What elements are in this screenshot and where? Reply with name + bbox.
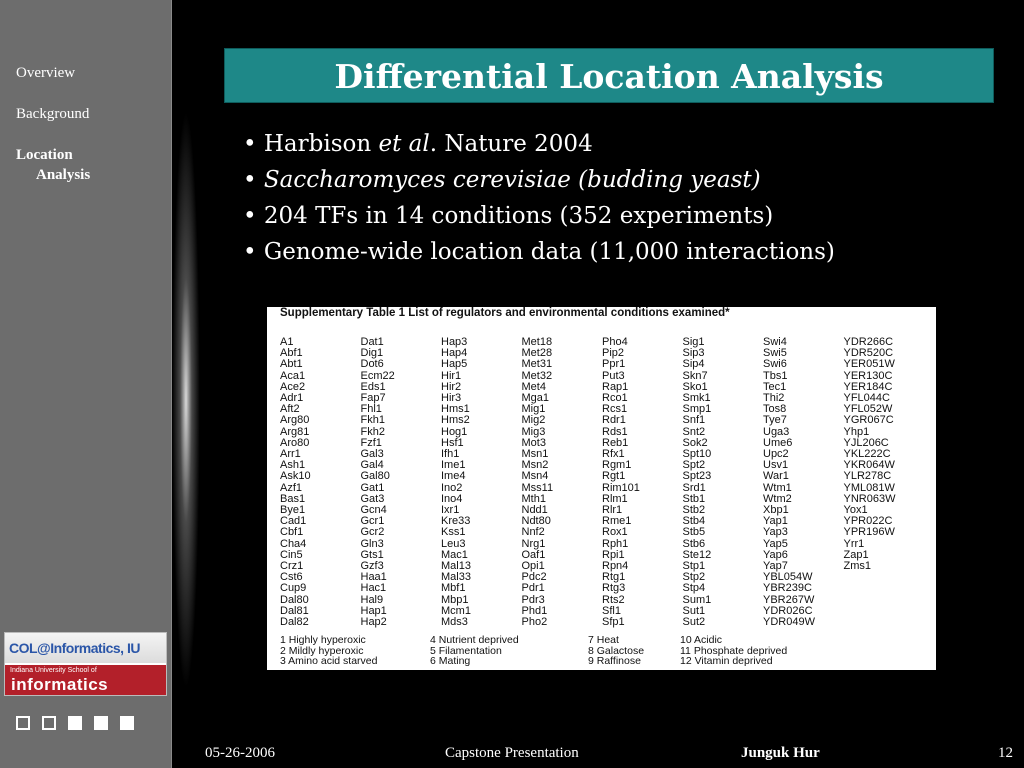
- table-cell: Sip3: [682, 347, 705, 360]
- table-cell: Yox1: [843, 504, 868, 517]
- table-cell: Sfl1: [602, 604, 621, 617]
- table-cell: Stb1: [682, 492, 706, 505]
- table-cell: Arg81: [280, 425, 310, 438]
- table-cell: Gat3: [360, 492, 385, 505]
- table-cell: Cst6: [280, 571, 303, 584]
- table-cell: Cup9: [280, 582, 307, 595]
- logo-top-text: COL@Informatics, IU: [5, 633, 166, 663]
- table-column: [844, 337, 928, 572]
- table-cell: Ace2: [280, 380, 306, 393]
- table-cell: Swi6: [763, 358, 787, 371]
- table-cell: Arg80: [280, 414, 310, 427]
- slide-title: [224, 48, 994, 103]
- footnote: 11 Phosphate deprived: [680, 644, 788, 657]
- table-cell: Rts2: [602, 593, 625, 606]
- footnote: 10 Acidic: [680, 634, 723, 646]
- table-column: [683, 337, 767, 628]
- table-cell: Rap1: [602, 380, 629, 393]
- sidebar: [0, 0, 172, 768]
- table-cell: Hap2: [360, 616, 387, 629]
- table-cell: Yap1: [763, 515, 788, 528]
- bullet-list: [243, 126, 835, 270]
- table-cell: Sip4: [682, 358, 705, 371]
- table-cell: Rlr1: [602, 504, 623, 517]
- table-cell: Mal13: [441, 560, 471, 573]
- table-cell: Oaf1: [521, 548, 546, 561]
- table-cell: Hap1: [360, 604, 387, 617]
- table-cell: Gal4: [360, 459, 384, 472]
- table-cell: Mal33: [441, 571, 471, 584]
- table-cell: Kre33: [441, 515, 471, 528]
- table-cell: Aro80: [280, 436, 310, 449]
- table-cell: Stb2: [682, 504, 706, 517]
- table-cell: Wtm1: [763, 481, 792, 494]
- table-cell: YGR067C: [843, 414, 894, 427]
- table-cell: YFL052W: [843, 403, 893, 416]
- sidebar-item-label: Background: [16, 106, 90, 122]
- table-cell: Leu3: [441, 537, 466, 550]
- table-cell: Bye1: [280, 504, 306, 517]
- table-cell: Sfp1: [602, 616, 625, 629]
- table-cell: Wtm2: [763, 492, 792, 505]
- table-column: [361, 337, 445, 628]
- table-cell: Dat1: [360, 336, 384, 348]
- table-cell: YER051W: [843, 358, 895, 371]
- sidebar-item-overview[interactable]: [16, 63, 75, 83]
- table-cell: Rfx1: [602, 448, 625, 461]
- table-cell: Gal3: [360, 448, 384, 461]
- table-cell: Spt2: [682, 459, 706, 472]
- table-cell: Gal80: [360, 470, 390, 483]
- footnote-column: [280, 635, 377, 667]
- table-cell: Abf1: [280, 347, 303, 360]
- table-cell: Yap5: [763, 537, 788, 550]
- table-cell: Hir1: [441, 369, 462, 382]
- table-cell: Hsf1: [441, 436, 464, 449]
- table-cell: YPR022C: [843, 515, 893, 528]
- table-cell: Dal82: [280, 616, 309, 629]
- table-column: [441, 337, 525, 628]
- table-cell: Cbf1: [280, 526, 304, 539]
- footer-date: 05-26-2006: [205, 745, 275, 761]
- table-cell: Mds3: [441, 616, 468, 629]
- table-cell: Ash1: [280, 459, 306, 472]
- table-cell: Gts1: [360, 548, 384, 561]
- table-cell: Msn2: [521, 459, 549, 472]
- table-cell: Dot6: [360, 358, 384, 371]
- table-cell: Spt23: [682, 470, 712, 483]
- decorative-glow: [172, 110, 200, 690]
- table-cell: Ste12: [682, 548, 712, 561]
- footnote-column: [588, 635, 644, 667]
- table-cell: Rox1: [602, 526, 628, 539]
- table-cell: Gcr2: [360, 526, 385, 539]
- table-cell: Yhp1: [843, 425, 870, 438]
- slide-nav-controls: [16, 716, 134, 732]
- table-cell: Rpn4: [602, 560, 629, 573]
- table-cell: Gcn4: [360, 504, 387, 517]
- table-cell: Cha4: [280, 537, 307, 550]
- table-cell: Rgt1: [602, 470, 626, 483]
- table-cell: Stb4: [682, 515, 706, 528]
- table-cell: Rdr1: [602, 414, 626, 427]
- table-cell: Pdc2: [521, 571, 547, 584]
- table-cell: Smk1: [682, 392, 711, 405]
- table-cell: Tec1: [763, 380, 787, 393]
- table-cell: Stp2: [682, 571, 706, 584]
- table-cell: Sko1: [682, 380, 708, 393]
- table-cell: YPR196W: [843, 526, 895, 539]
- table-cell: Eds1: [360, 380, 386, 393]
- table-cell: Tos8: [763, 403, 787, 416]
- table-cell: Fkh2: [360, 425, 385, 438]
- bullet-text: •: [243, 167, 264, 193]
- table-cell: Arr1: [280, 448, 301, 461]
- table-cell: Mig3: [521, 425, 546, 438]
- bullet-italic-text: et al: [378, 131, 430, 157]
- table-cell: Aft2: [280, 403, 300, 416]
- table-cell: Rpi1: [602, 548, 625, 561]
- table-cell: Srd1: [682, 481, 706, 494]
- table-cell: Azf1: [280, 481, 303, 494]
- table-cell: Met32: [521, 369, 553, 382]
- table-cell: Mig1: [521, 403, 546, 416]
- table-cell: Ndd1: [521, 504, 548, 517]
- table-cell: Hap4: [441, 347, 468, 360]
- table-columns: [280, 337, 930, 633]
- logo-school-text: Indiana University School of: [10, 667, 97, 674]
- footnote: 3 Amino acid starved: [280, 655, 378, 667]
- table-cell: Adr1: [280, 392, 304, 405]
- table-heading: Supplementary Table 1 List of regulators and environmental conditions examined*: [280, 307, 730, 319]
- informatics-logo: [4, 632, 167, 696]
- table-cell: YJL206C: [843, 436, 889, 449]
- footnote: 4 Nutrient deprived: [430, 634, 519, 646]
- bullet-item: [243, 126, 835, 162]
- table-cell: Rim101: [602, 481, 640, 494]
- table-cell: Msn1: [521, 448, 549, 461]
- footnote: 2 Mildly hyperoxic: [280, 644, 364, 657]
- table-cell: YBR239C: [763, 582, 812, 595]
- table-cell: Snf1: [682, 414, 706, 427]
- table-cell: Hms2: [441, 414, 470, 427]
- table-cell: Spt10: [682, 448, 712, 461]
- table-cell: Put3: [602, 369, 625, 382]
- table-cell: Ecm22: [360, 369, 395, 382]
- sidebar-item-label-line2: Analysis: [36, 167, 91, 183]
- table-cell: Mac1: [441, 548, 468, 561]
- table-cell: Uga3: [763, 425, 790, 438]
- table-cell: Rph1: [602, 537, 629, 550]
- table-cell: Sut2: [682, 616, 706, 629]
- table-cell: Sok2: [682, 436, 708, 449]
- table-cell: Haa1: [360, 571, 387, 584]
- footnote: 7 Heat: [588, 634, 619, 646]
- table-cell: Yap6: [763, 548, 788, 561]
- bullet-text: . Nature 2004: [429, 131, 593, 157]
- table-cell: Sig1: [682, 336, 705, 348]
- table-cell: Usv1: [763, 459, 789, 472]
- table-cell: Tbs1: [763, 369, 788, 382]
- table-cell: Rco1: [602, 392, 628, 405]
- table-cell: YNR063W: [843, 492, 896, 505]
- table-cell: Mig2: [521, 414, 546, 427]
- table-cell: Crz1: [280, 560, 304, 573]
- table-cell: YBL054W: [763, 571, 813, 584]
- table-cell: Fap7: [360, 392, 386, 405]
- table-cell: Rgm1: [602, 459, 632, 472]
- table-cell: Sum1: [682, 593, 712, 606]
- sidebar-item-background[interactable]: [16, 104, 89, 124]
- table-cell: Gat1: [360, 481, 385, 494]
- table-cell: Kss1: [441, 526, 466, 539]
- table-cell: Pho2: [521, 616, 548, 629]
- table-cell: YBR267W: [763, 593, 815, 606]
- table-cell: Fkh1: [360, 414, 385, 427]
- table-cell: Gcr1: [360, 515, 385, 528]
- table-cell: YKR064W: [843, 459, 895, 472]
- table-cell: Met4: [521, 380, 546, 393]
- table-cell: YKL222C: [843, 448, 891, 461]
- table-cell: Rds1: [602, 425, 628, 438]
- table-cell: Ume6: [763, 436, 793, 449]
- table-cell: YFL044C: [843, 392, 890, 405]
- table-cell: Skn7: [682, 369, 708, 382]
- table-cell: Ask10: [280, 470, 311, 483]
- footer-event: Capstone Presentation: [445, 745, 579, 761]
- table-cell: Pdr1: [521, 582, 545, 595]
- table-cell: Mot3: [521, 436, 546, 449]
- table-cell: A1: [280, 336, 294, 348]
- table-cell: Rlm1: [602, 492, 628, 505]
- footer-page-number: 12: [998, 745, 1013, 761]
- table-footnotes: [280, 635, 930, 667]
- table-cell: YDR266C: [843, 336, 894, 348]
- table-cell: Rtg3: [602, 582, 626, 595]
- bullet-text: • Harbison: [243, 131, 379, 157]
- table-cell: Hap3: [441, 336, 468, 348]
- table-cell: YDR520C: [843, 347, 894, 360]
- table-cell: Phd1: [521, 604, 548, 617]
- table-cell: Abt1: [280, 358, 303, 371]
- table-cell: Opi1: [521, 560, 545, 573]
- bullet-text: • 204 TFs in 14 conditions (352 experiments): [243, 203, 774, 229]
- sidebar-item-label-line1: Location: [16, 147, 73, 163]
- table-cell: Hap5: [441, 358, 468, 371]
- table-column: [763, 337, 847, 628]
- supplementary-table-image: [267, 307, 936, 670]
- table-cell: Gzf3: [360, 560, 384, 573]
- bullet-item: [243, 162, 835, 198]
- footnote: 12 Vitamin deprived: [680, 655, 773, 667]
- table-cell: Dal80: [280, 593, 309, 606]
- table-cell: Stb5: [682, 526, 706, 539]
- table-column: [280, 337, 364, 628]
- table-cell: Fhl1: [360, 403, 382, 416]
- table-cell: Smp1: [682, 403, 712, 416]
- table-cell: Hms1: [441, 403, 470, 416]
- table-cell: Ppr1: [602, 358, 626, 371]
- bullet-text: • Genome-wide location data (11,000 interactions): [243, 239, 835, 265]
- table-cell: YDR026C: [763, 604, 813, 617]
- table-cell: Pip2: [602, 347, 625, 360]
- footnote: 8 Galactose: [588, 644, 645, 657]
- table-cell: Pdr3: [521, 593, 545, 606]
- bullet-italic-text: Saccharomyces cerevisiae (budding yeast): [263, 167, 761, 193]
- table-cell: Xbp1: [763, 504, 789, 517]
- bullet-item: [243, 234, 835, 270]
- table-cell: Stp4: [682, 582, 706, 595]
- table-cell: Zap1: [843, 548, 869, 561]
- footnote: 1 Highly hyperoxic: [280, 634, 366, 646]
- slide-title-text: Differential Location Analysis: [334, 57, 884, 96]
- table-cell: Rcs1: [602, 403, 628, 416]
- table-cell: Pho4: [602, 336, 628, 348]
- table-cell: Upc2: [763, 448, 789, 461]
- table-cell: Stb6: [682, 537, 706, 550]
- table-cell: Rtg1: [602, 571, 626, 584]
- nav-square-icon[interactable]: [16, 716, 30, 730]
- table-cell: Bas1: [280, 492, 306, 505]
- table-cell: Ixr1: [441, 504, 460, 517]
- table-cell: Mcm1: [441, 604, 471, 617]
- table-cell: Ino2: [441, 481, 463, 494]
- table-cell: Mth1: [521, 492, 546, 505]
- table-cell: Snt2: [682, 425, 706, 438]
- table-cell: Yrr1: [843, 537, 865, 550]
- table-cell: Met18: [521, 336, 553, 348]
- table-cell: Hir2: [441, 380, 462, 393]
- sidebar-item-location-analysis[interactable]: [16, 145, 90, 185]
- table-cell: Mga1: [521, 392, 550, 405]
- table-cell: Cin5: [280, 548, 303, 561]
- table-cell: YML081W: [843, 481, 895, 494]
- table-cell: Gln3: [360, 537, 384, 550]
- table-cell: Ime1: [441, 459, 466, 472]
- nav-square-filled-icon[interactable]: [120, 716, 134, 730]
- table-cell: Ino4: [441, 492, 463, 505]
- table-column: [522, 337, 606, 628]
- footer-author: Junguk Hur: [741, 745, 820, 761]
- table-cell: Yap7: [763, 560, 788, 573]
- nav-square-filled-icon[interactable]: [68, 716, 82, 730]
- table-cell: Fzf1: [360, 436, 382, 449]
- table-cell: YDR049W: [763, 616, 815, 629]
- table-cell: Swi4: [763, 336, 787, 348]
- footnote: 9 Raffinose: [588, 655, 641, 667]
- table-cell: Mbp1: [441, 593, 469, 606]
- table-cell: Rme1: [602, 515, 632, 528]
- table-cell: Swi5: [763, 347, 787, 360]
- table-cell: Reb1: [602, 436, 629, 449]
- table-cell: Hac1: [360, 582, 387, 595]
- table-cell: Hog1: [441, 425, 468, 438]
- table-cell: Hir3: [441, 392, 462, 405]
- table-cell: YLR278C: [843, 470, 892, 483]
- table-cell: War1: [763, 470, 789, 483]
- table-cell: Nrg1: [521, 537, 546, 550]
- table-cell: Ifh1: [441, 448, 460, 461]
- table-cell: Tye7: [763, 414, 787, 427]
- table-cell: Nnf2: [521, 526, 545, 539]
- nav-square-icon[interactable]: [42, 716, 56, 730]
- table-cell: Ime4: [441, 470, 466, 483]
- table-cell: Thi2: [763, 392, 785, 405]
- table-cell: YER184C: [843, 380, 893, 393]
- logo-big-text: informatics: [11, 675, 109, 694]
- logo-bottom-band: [5, 665, 166, 695]
- table-cell: Met31: [521, 358, 553, 371]
- table-cell: Sut1: [682, 604, 706, 617]
- table-cell: Mss11: [521, 481, 554, 494]
- table-cell: Cad1: [280, 515, 307, 528]
- footnote: 6 Mating: [430, 655, 471, 667]
- nav-square-filled-icon[interactable]: [94, 716, 108, 730]
- table-cell: Aca1: [280, 369, 306, 382]
- table-cell: Zms1: [843, 560, 871, 573]
- table-cell: Msn4: [521, 470, 549, 483]
- table-cell: Dig1: [360, 347, 384, 360]
- table-cell: YER130C: [843, 369, 893, 382]
- table-cell: Ndt80: [521, 515, 551, 528]
- table-cell: Dal81: [280, 604, 309, 617]
- sidebar-item-label: Overview: [16, 65, 76, 81]
- footnote: 5 Filamentation: [430, 644, 502, 657]
- footnote-column: [680, 635, 787, 667]
- table-cell: Stp1: [682, 560, 706, 573]
- table-cell: Mbf1: [441, 582, 466, 595]
- table-cell: Hal9: [360, 593, 384, 606]
- bullet-item: [243, 198, 835, 234]
- footnote-column: [430, 635, 519, 667]
- table-cell: Met28: [521, 347, 553, 360]
- table-column: [602, 337, 686, 628]
- table-cell: Yap3: [763, 526, 788, 539]
